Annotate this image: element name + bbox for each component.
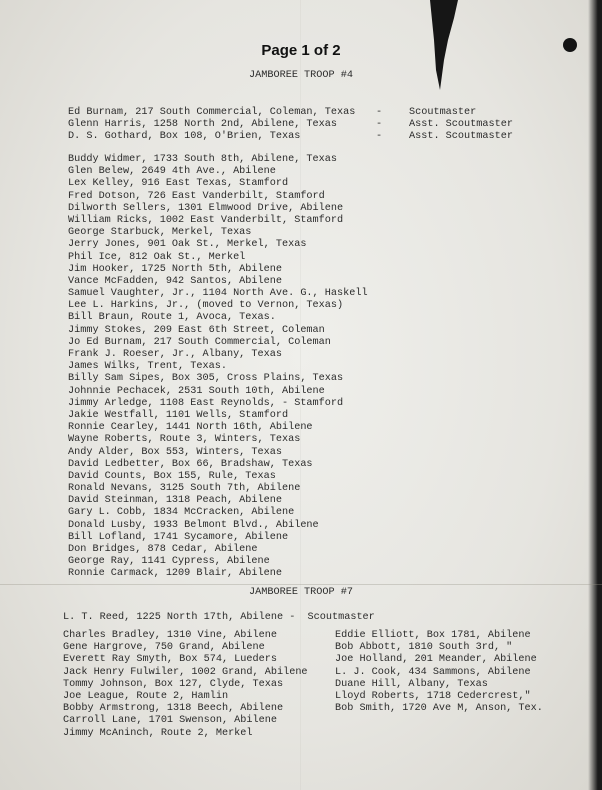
- list-item: Charles Bradley, 1310 Vine, Abilene: [63, 630, 277, 641]
- list-item: Lee L. Harkins, Jr., (moved to Vernon, Texas): [68, 300, 344, 312]
- list-item: Johnnie Pechacek, 2531 South 10th, Abilene: [68, 385, 325, 397]
- page-number-label: Page 1 of 2: [261, 42, 341, 59]
- list-item: Jimmy McAninch, Route 2, Merkel: [63, 727, 253, 739]
- list-item: Ronald Nevans, 3125 South 7th, Abilene: [68, 483, 301, 495]
- troop4-member-list: [68, 154, 368, 581]
- leader-name: Ed Burnam, 217 South Commercial, Coleman, Texas: [68, 107, 356, 118]
- list-item: Bill Braun, Route 1, Avoca, Texas.: [68, 312, 276, 324]
- list-item: Don Bridges, 878 Cedar, Abilene: [68, 544, 258, 555]
- list-item: George Ray, 1141 Cypress, Abilene: [68, 556, 270, 568]
- troop7-heading: JAMBOREE TROOP #7: [249, 587, 353, 598]
- troop7-member-list-left: [63, 630, 308, 740]
- list-item: Fred Dotson, 726 East Vanderbilt, Stamford: [68, 190, 325, 202]
- list-item: Eddie Elliott, Box 1781, Abilene: [335, 630, 531, 641]
- list-item: Gene Hargrove, 750 Grand, Abilene: [63, 642, 265, 654]
- leader-role: Asst. Scoutmaster: [409, 131, 513, 142]
- list-item: David Steinman, 1318 Peach, Abilene: [68, 495, 282, 507]
- list-item: Ronnie Cearley, 1441 North 16th, Abilene: [68, 422, 313, 434]
- list-item: Wayne Roberts, Route 3, Winters, Texas: [68, 434, 301, 446]
- list-item: Jakie Westfall, 1101 Wells, Stamford: [68, 409, 289, 421]
- leader-role: Scoutmaster: [409, 107, 477, 118]
- leader-name: D. S. Gothard, Box 108, O'Brien, Texas: [68, 131, 301, 142]
- list-item: Jim Hooker, 1725 North 5th, Abilene: [68, 263, 282, 275]
- list-item: Duane Hill, Albany, Texas: [335, 678, 488, 690]
- list-item: Bobby Armstrong, 1318 Beech, Abilene: [63, 703, 284, 715]
- list-item: Lex Kelley, 916 East Texas, Stamford: [68, 178, 289, 190]
- list-item: Carroll Lane, 1701 Swenson, Abilene: [63, 715, 277, 727]
- leader-dash: -: [376, 119, 383, 130]
- list-item: Jimmy Stokes, 209 East 6th Street, Coleman: [68, 324, 325, 336]
- troop7-member-list-right: [335, 630, 543, 715]
- troop4-leader-row: [68, 131, 300, 142]
- list-item: Phil Ice, 812 Oak St., Merkel: [68, 251, 246, 263]
- list-item: Jack Henry Fulwiler, 1002 Grand, Abilene: [63, 666, 308, 678]
- troop4-leader-row: [68, 107, 355, 118]
- list-item: Bob Abbott, 1810 South 3rd, ": [335, 642, 513, 654]
- list-item: Samuel Vaughter, Jr., 1104 North Ave. G., Haskell: [68, 288, 368, 300]
- list-item: Bob Smith, 1720 Ave M, Anson, Tex.: [335, 703, 543, 715]
- list-item: Jerry Jones, 901 Oak St., Merkel, Texas: [68, 239, 307, 251]
- list-item: David Counts, Box 155, Rule, Texas: [68, 470, 276, 482]
- list-item: Buddy Widmer, 1733 South 8th, Abilene, Texas: [68, 154, 337, 165]
- list-item: Dilworth Sellers, 1301 Elmwood Drive, Abilene: [68, 202, 344, 214]
- list-item: Jimmy Arledge, 1108 East Reynolds, - Stamford: [68, 397, 344, 409]
- leader-name: Glenn Harris, 1258 North 2nd, Abilene, Texas: [68, 119, 337, 130]
- paper-crease: [0, 584, 602, 585]
- leader-dash: -: [376, 131, 383, 142]
- list-item: Lloyd Roberts, 1718 Cedercrest,": [335, 690, 531, 702]
- list-item: Ronnie Carmack, 1209 Blair, Abilene: [68, 568, 282, 580]
- page-edge-shadow: [588, 0, 602, 790]
- list-item: Jo Ed Burnam, 217 South Commercial, Coleman: [68, 336, 331, 348]
- list-item: Vance McFadden, 942 Santos, Abilene: [68, 275, 282, 287]
- list-item: Joe Holland, 201 Meander, Abilene: [335, 654, 537, 666]
- list-item: George Starbuck, Merkel, Texas: [68, 227, 252, 239]
- list-item: David Ledbetter, Box 66, Bradshaw, Texas: [68, 458, 313, 470]
- troop7-leader: L. T. Reed, 1225 North 17th, Abilene - Scoutmaster: [63, 612, 375, 623]
- list-item: Everett Ray Smyth, Box 574, Lueders: [63, 654, 277, 666]
- list-item: Donald Lusby, 1933 Belmont Blvd., Abilene: [68, 519, 319, 531]
- list-item: L. J. Cook, 434 Sammons, Abilene: [335, 666, 531, 678]
- list-item: Tommy Johnson, Box 127, Clyde, Texas: [63, 678, 284, 690]
- list-item: Andy Alder, Box 553, Winters, Texas: [68, 446, 282, 458]
- leader-role: Asst. Scoutmaster: [409, 119, 513, 130]
- list-item: Glen Belew, 2649 4th Ave., Abilene: [68, 166, 276, 178]
- list-item: William Ricks, 1002 East Vanderbilt, Stamford: [68, 214, 344, 226]
- list-item: Billy Sam Sipes, Box 305, Cross Plains, Texas: [68, 373, 344, 385]
- list-item: James Wilks, Trent, Texas.: [68, 361, 227, 373]
- list-item: Bill Lofland, 1741 Sycamore, Abilene: [68, 531, 289, 543]
- list-item: Gary L. Cobb, 1834 McCracken, Abilene: [68, 507, 295, 519]
- troop4-leader-row: [68, 119, 337, 130]
- list-item: Joe League, Route 2, Hamlin: [63, 690, 229, 702]
- list-item: Frank J. Roeser, Jr., Albany, Texas: [68, 349, 282, 360]
- leader-dash: -: [376, 107, 383, 118]
- troop4-heading: JAMBOREE TROOP #4: [249, 70, 353, 81]
